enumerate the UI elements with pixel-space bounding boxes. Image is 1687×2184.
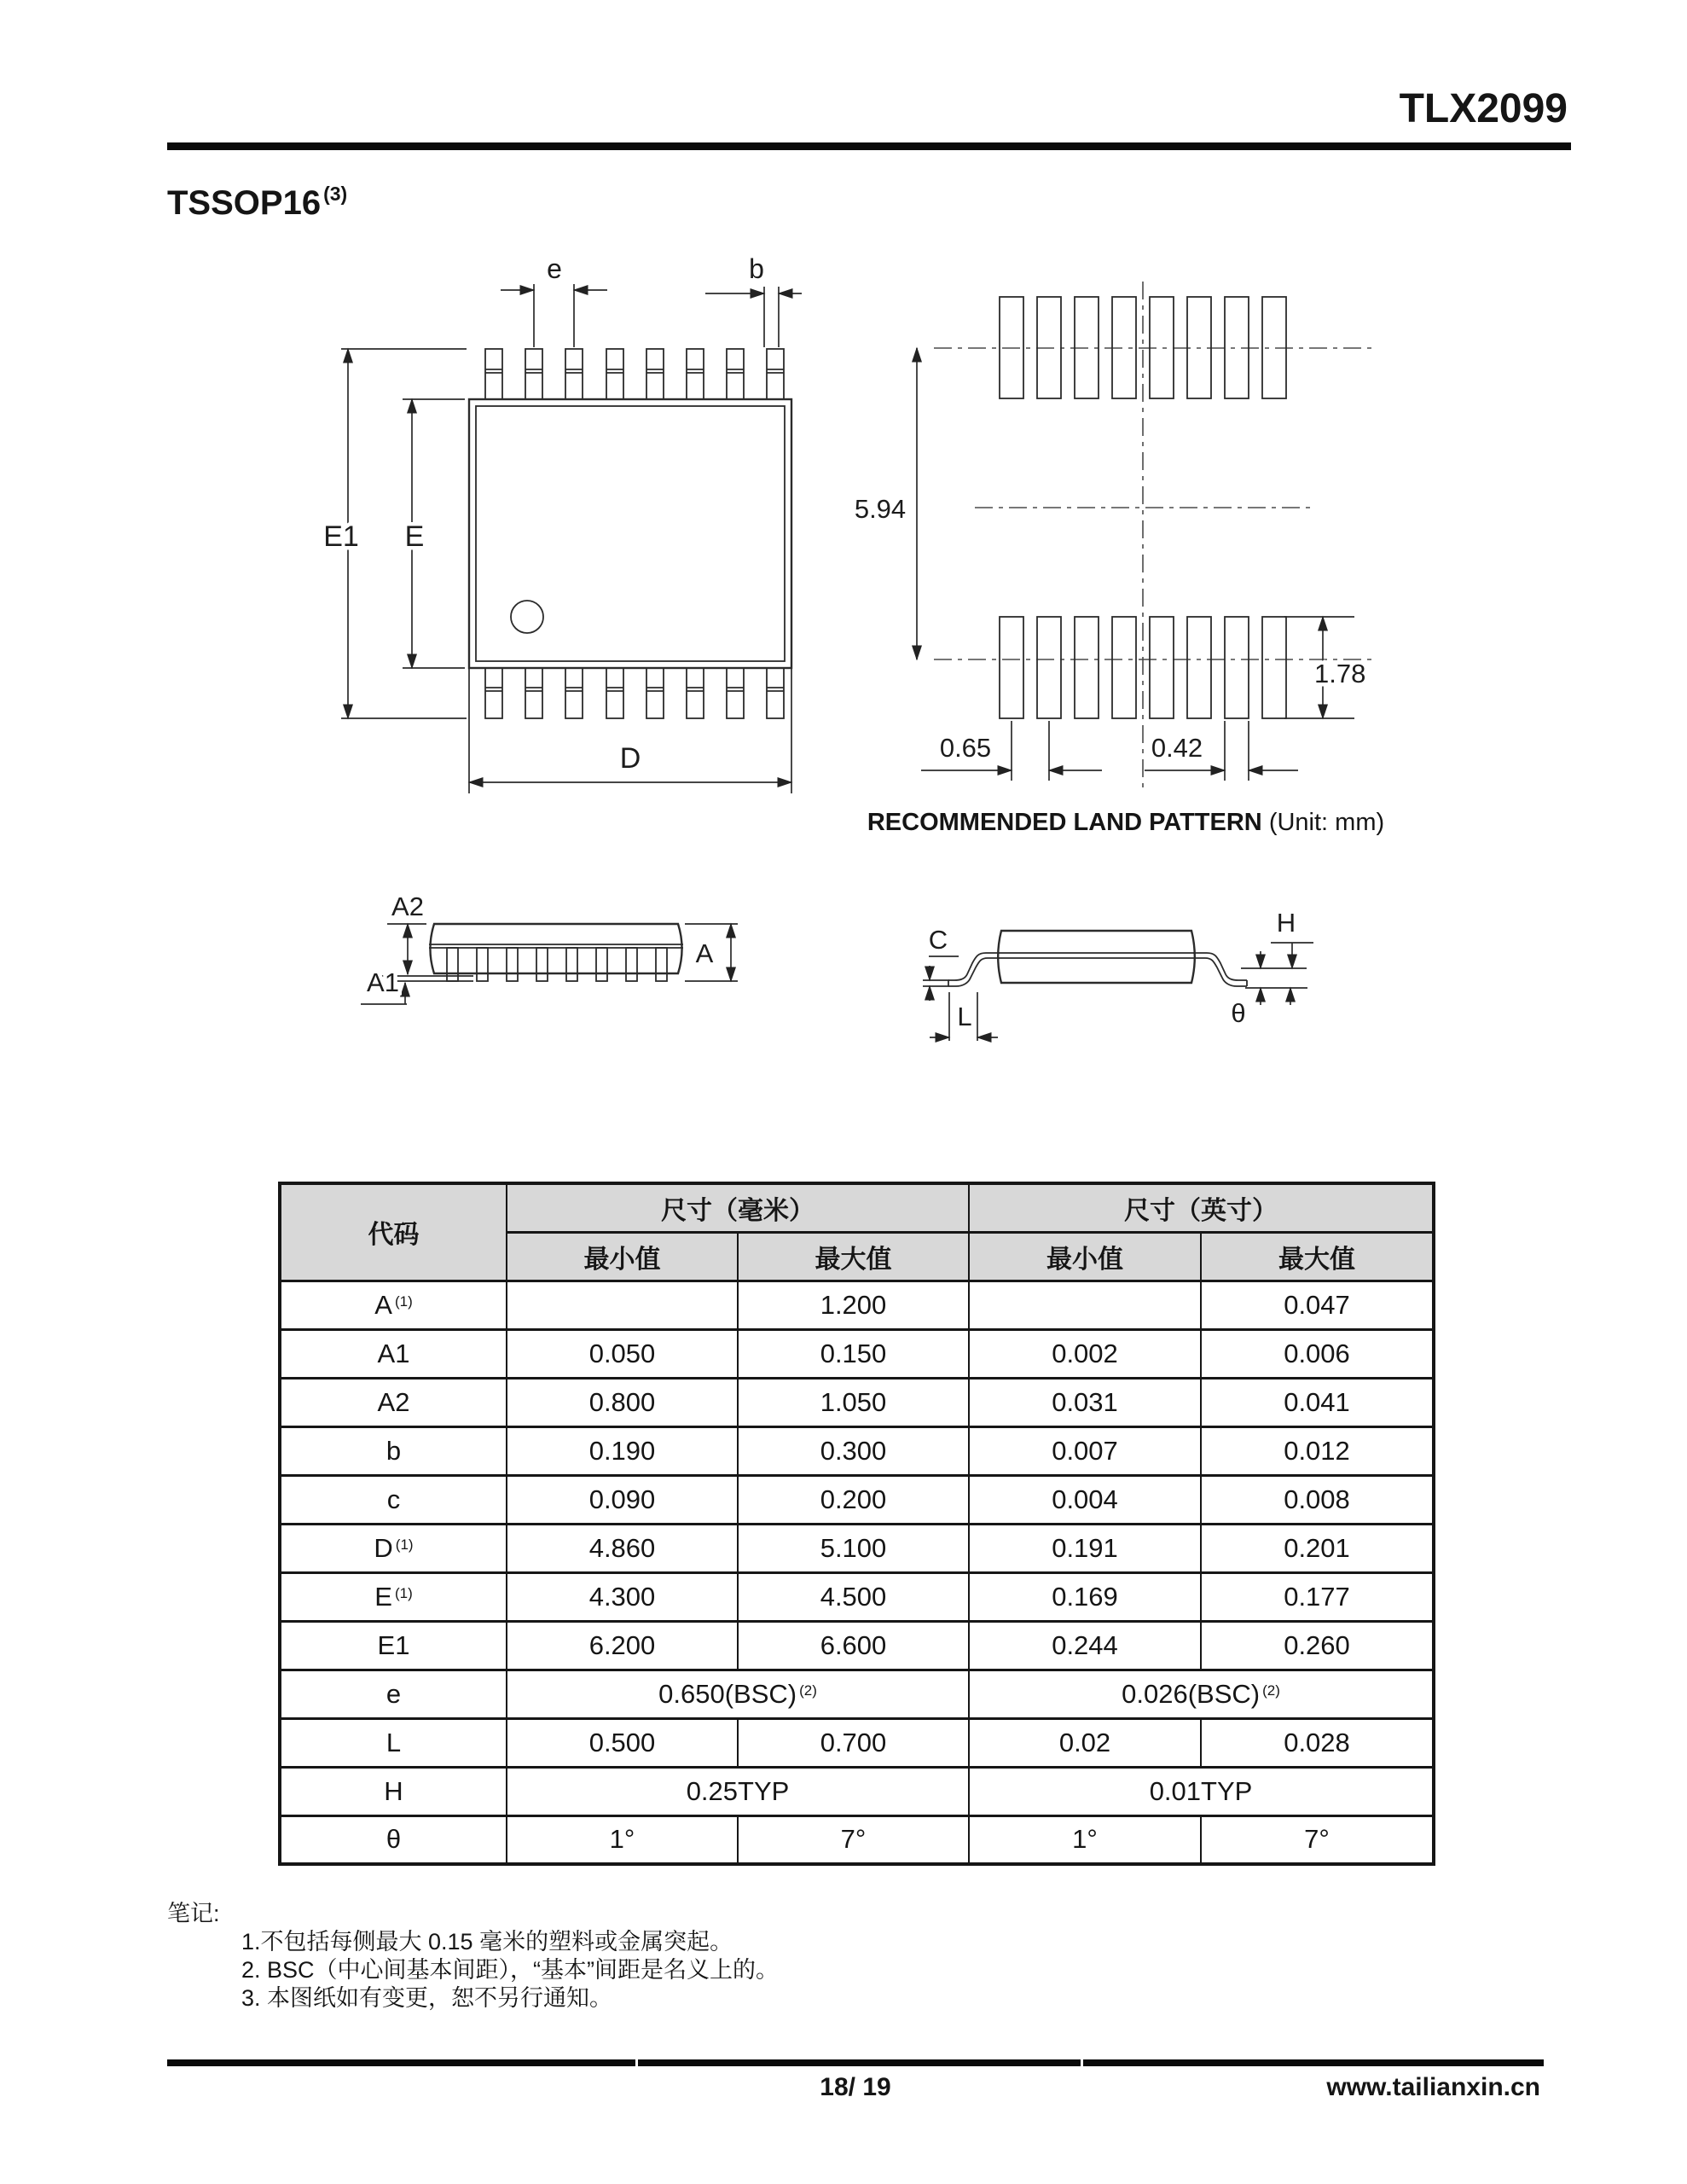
- dim-label-L: L: [957, 1002, 972, 1031]
- dimension-table: [278, 1182, 1435, 1866]
- pin1-marker-circle: [511, 601, 543, 633]
- table-cell: 0.047: [1201, 1281, 1434, 1329]
- table-cell: 0.169: [969, 1572, 1201, 1621]
- package-name: TSSOP16: [167, 184, 322, 222]
- table-cell: 0.650(BSC) $^{(2)}$: [507, 1670, 969, 1718]
- table-header-mm: 尺寸（毫米）: [507, 1183, 969, 1232]
- note-item: 1.不包括每侧最大 0.15 毫米的塑料或金属突起。: [241, 1929, 733, 1955]
- table-cell: L: [280, 1718, 507, 1767]
- page-number: 18/ 19: [820, 2073, 891, 2101]
- table-cell: 0.028: [1201, 1718, 1434, 1767]
- package-body-inner: [476, 406, 785, 661]
- table-header-max-in: 最大值: [1201, 1232, 1434, 1281]
- table-row: [280, 1621, 1434, 1670]
- footer-rule-gap: [1081, 2059, 1083, 2066]
- table-cell: 1.200: [738, 1281, 969, 1329]
- table-row: [280, 1524, 1434, 1572]
- side-body-outline: [431, 924, 682, 973]
- land-pattern-caption: [844, 809, 1407, 837]
- table-row: [280, 1815, 1434, 1864]
- package-body-outline: [469, 399, 791, 668]
- footer-rule: [167, 2059, 1544, 2066]
- notes-title: 笔记:: [167, 1901, 220, 1926]
- table-cell: 5.100: [738, 1524, 969, 1572]
- note-item: 3. 本图纸如有变更，恕不另行通知。: [241, 1985, 613, 2011]
- table-cell: 0.007: [969, 1426, 1201, 1475]
- table-row: [280, 1718, 1434, 1767]
- dim-label-C: C: [928, 925, 948, 955]
- table-cell: [507, 1281, 738, 1329]
- dim-label-H: H: [1276, 908, 1296, 938]
- package-side-view-drawing: [358, 887, 751, 1024]
- lead-frame-lines: [998, 953, 1195, 958]
- leadframe-lines: [429, 944, 683, 948]
- table-header-code: 代码: [280, 1183, 507, 1281]
- left-lead: [948, 953, 1000, 986]
- package-title: [167, 183, 347, 223]
- table-row: [280, 1378, 1434, 1426]
- notes-block: [167, 1899, 779, 2013]
- table-cell: 0.191: [969, 1524, 1201, 1572]
- table-row: [280, 1670, 1434, 1718]
- table-cell: 4.500: [738, 1572, 969, 1621]
- table-cell: 0.01TYP: [969, 1767, 1434, 1815]
- table-cell: 0.190: [507, 1426, 738, 1475]
- table-cell: θ: [280, 1815, 507, 1864]
- table-cell: c: [280, 1475, 507, 1524]
- table-cell: 6.600: [738, 1621, 969, 1670]
- table-cell: 0.150: [738, 1329, 969, 1378]
- table-cell: 0.200: [738, 1475, 969, 1524]
- dim-label-D: D: [619, 742, 641, 775]
- dim-label-b: b: [749, 253, 764, 284]
- table-cell: D $^{(1)}$: [280, 1524, 507, 1572]
- table-cell: H: [280, 1767, 507, 1815]
- table-cell: 0.260: [1201, 1621, 1434, 1670]
- dim-label-e: e: [547, 253, 562, 284]
- dim-label-E1: E1: [323, 520, 359, 553]
- caption-bold: RECOMMENDED LAND PATTERN: [867, 809, 1262, 836]
- table-row: [280, 1572, 1434, 1621]
- table-row: [280, 1426, 1434, 1475]
- table-header-min-mm: 最小值: [507, 1232, 738, 1281]
- dim-E1: [341, 349, 467, 718]
- note-item: 2. BSC（中心间基本间距），“基本”间距是名义上的。: [241, 1957, 780, 1983]
- table-cell: A2: [280, 1378, 507, 1426]
- footer-website: www.tailianxin.cn: [1326, 2073, 1540, 2101]
- table-cell: 0.700: [738, 1718, 969, 1767]
- dim-label-042: 0.42: [1151, 733, 1203, 763]
- dim-label-E: E: [404, 520, 425, 553]
- table-cell: 0.050: [507, 1329, 738, 1378]
- dim-label-A2: A2: [391, 892, 424, 921]
- top-pins: [485, 349, 784, 399]
- table-header-inch: 尺寸（英寸）: [969, 1183, 1434, 1232]
- table-cell: 6.200: [507, 1621, 738, 1670]
- caption-normal: (Unit: mm): [1261, 809, 1385, 836]
- bottom-pins: [485, 668, 784, 718]
- table-cell: 1°: [507, 1815, 738, 1864]
- notes-items: [241, 1928, 779, 2013]
- table-header-min-in: 最小值: [969, 1232, 1201, 1281]
- table-cell: 0.026(BSC) $^{(2)}$: [969, 1670, 1434, 1718]
- dim-H: [1241, 943, 1313, 1005]
- table-cell: 0.008: [1201, 1475, 1434, 1524]
- table-cell: 0.090: [507, 1475, 738, 1524]
- dim-b: [705, 287, 802, 347]
- lead-detail-drawing: [904, 896, 1348, 1049]
- table-cell: E1: [280, 1621, 507, 1670]
- table-row: [280, 1475, 1434, 1524]
- table-cell: 0.800: [507, 1378, 738, 1426]
- table-cell: 0.02: [969, 1718, 1201, 1767]
- table-cell: 0.25TYP: [507, 1767, 969, 1815]
- package-top-view-drawing: [307, 253, 819, 802]
- table-cell: 0.244: [969, 1621, 1201, 1670]
- footer-rule-gap: [635, 2059, 638, 2066]
- dim-label-A: A: [695, 938, 714, 968]
- dim-label-065: 0.65: [939, 733, 992, 763]
- table-cell: 1.050: [738, 1378, 969, 1426]
- table-cell: 0.177: [1201, 1572, 1434, 1621]
- doc-title-part-number: TLX2099: [1399, 86, 1568, 131]
- table-cell: A $^{(1)}$: [280, 1281, 507, 1329]
- table-row: [280, 1767, 1434, 1815]
- right-lead: [1193, 953, 1247, 986]
- table-cell: 0.004: [969, 1475, 1201, 1524]
- table-cell: 7°: [738, 1815, 969, 1864]
- table-cell: A1: [280, 1329, 507, 1378]
- package-title-sup: (3): [323, 183, 348, 205]
- table-cell: 0.500: [507, 1718, 738, 1767]
- dim-label-594: 5.94: [854, 494, 907, 524]
- table-cell: e: [280, 1670, 507, 1718]
- table-cell: 4.860: [507, 1524, 738, 1572]
- centerlines: [934, 282, 1377, 790]
- table-cell: 0.012: [1201, 1426, 1434, 1475]
- dim-label-theta: θ: [1231, 998, 1246, 1028]
- table-cell: 4.300: [507, 1572, 738, 1621]
- lead-body-outline: [998, 931, 1195, 983]
- table-row: [280, 1329, 1434, 1378]
- land-pattern-drawing: [844, 282, 1407, 793]
- dim-C: [923, 956, 959, 1001]
- table-cell: 1°: [969, 1815, 1201, 1864]
- table-header-max-mm: 最大值: [738, 1232, 969, 1281]
- side-pins: [447, 948, 667, 981]
- table-cell: b: [280, 1426, 507, 1475]
- table-cell: E $^{(1)}$: [280, 1572, 507, 1621]
- table-cell: 7°: [1201, 1815, 1434, 1864]
- table-cell: 0.006: [1201, 1329, 1434, 1378]
- table-cell: 0.300: [738, 1426, 969, 1475]
- table-cell: 0.031: [969, 1378, 1201, 1426]
- dim-label-A1: A1: [367, 967, 399, 997]
- header-rule: [167, 142, 1571, 150]
- table-cell: 0.041: [1201, 1378, 1434, 1426]
- dimension-table-wrap: [278, 1182, 1432, 1866]
- table-cell: 0.201: [1201, 1524, 1434, 1572]
- table-cell: 0.002: [969, 1329, 1201, 1378]
- table-cell: [969, 1281, 1201, 1329]
- dim-e: [501, 284, 607, 347]
- table-row: [280, 1281, 1434, 1329]
- dim-label-178: 1.78: [1314, 659, 1366, 688]
